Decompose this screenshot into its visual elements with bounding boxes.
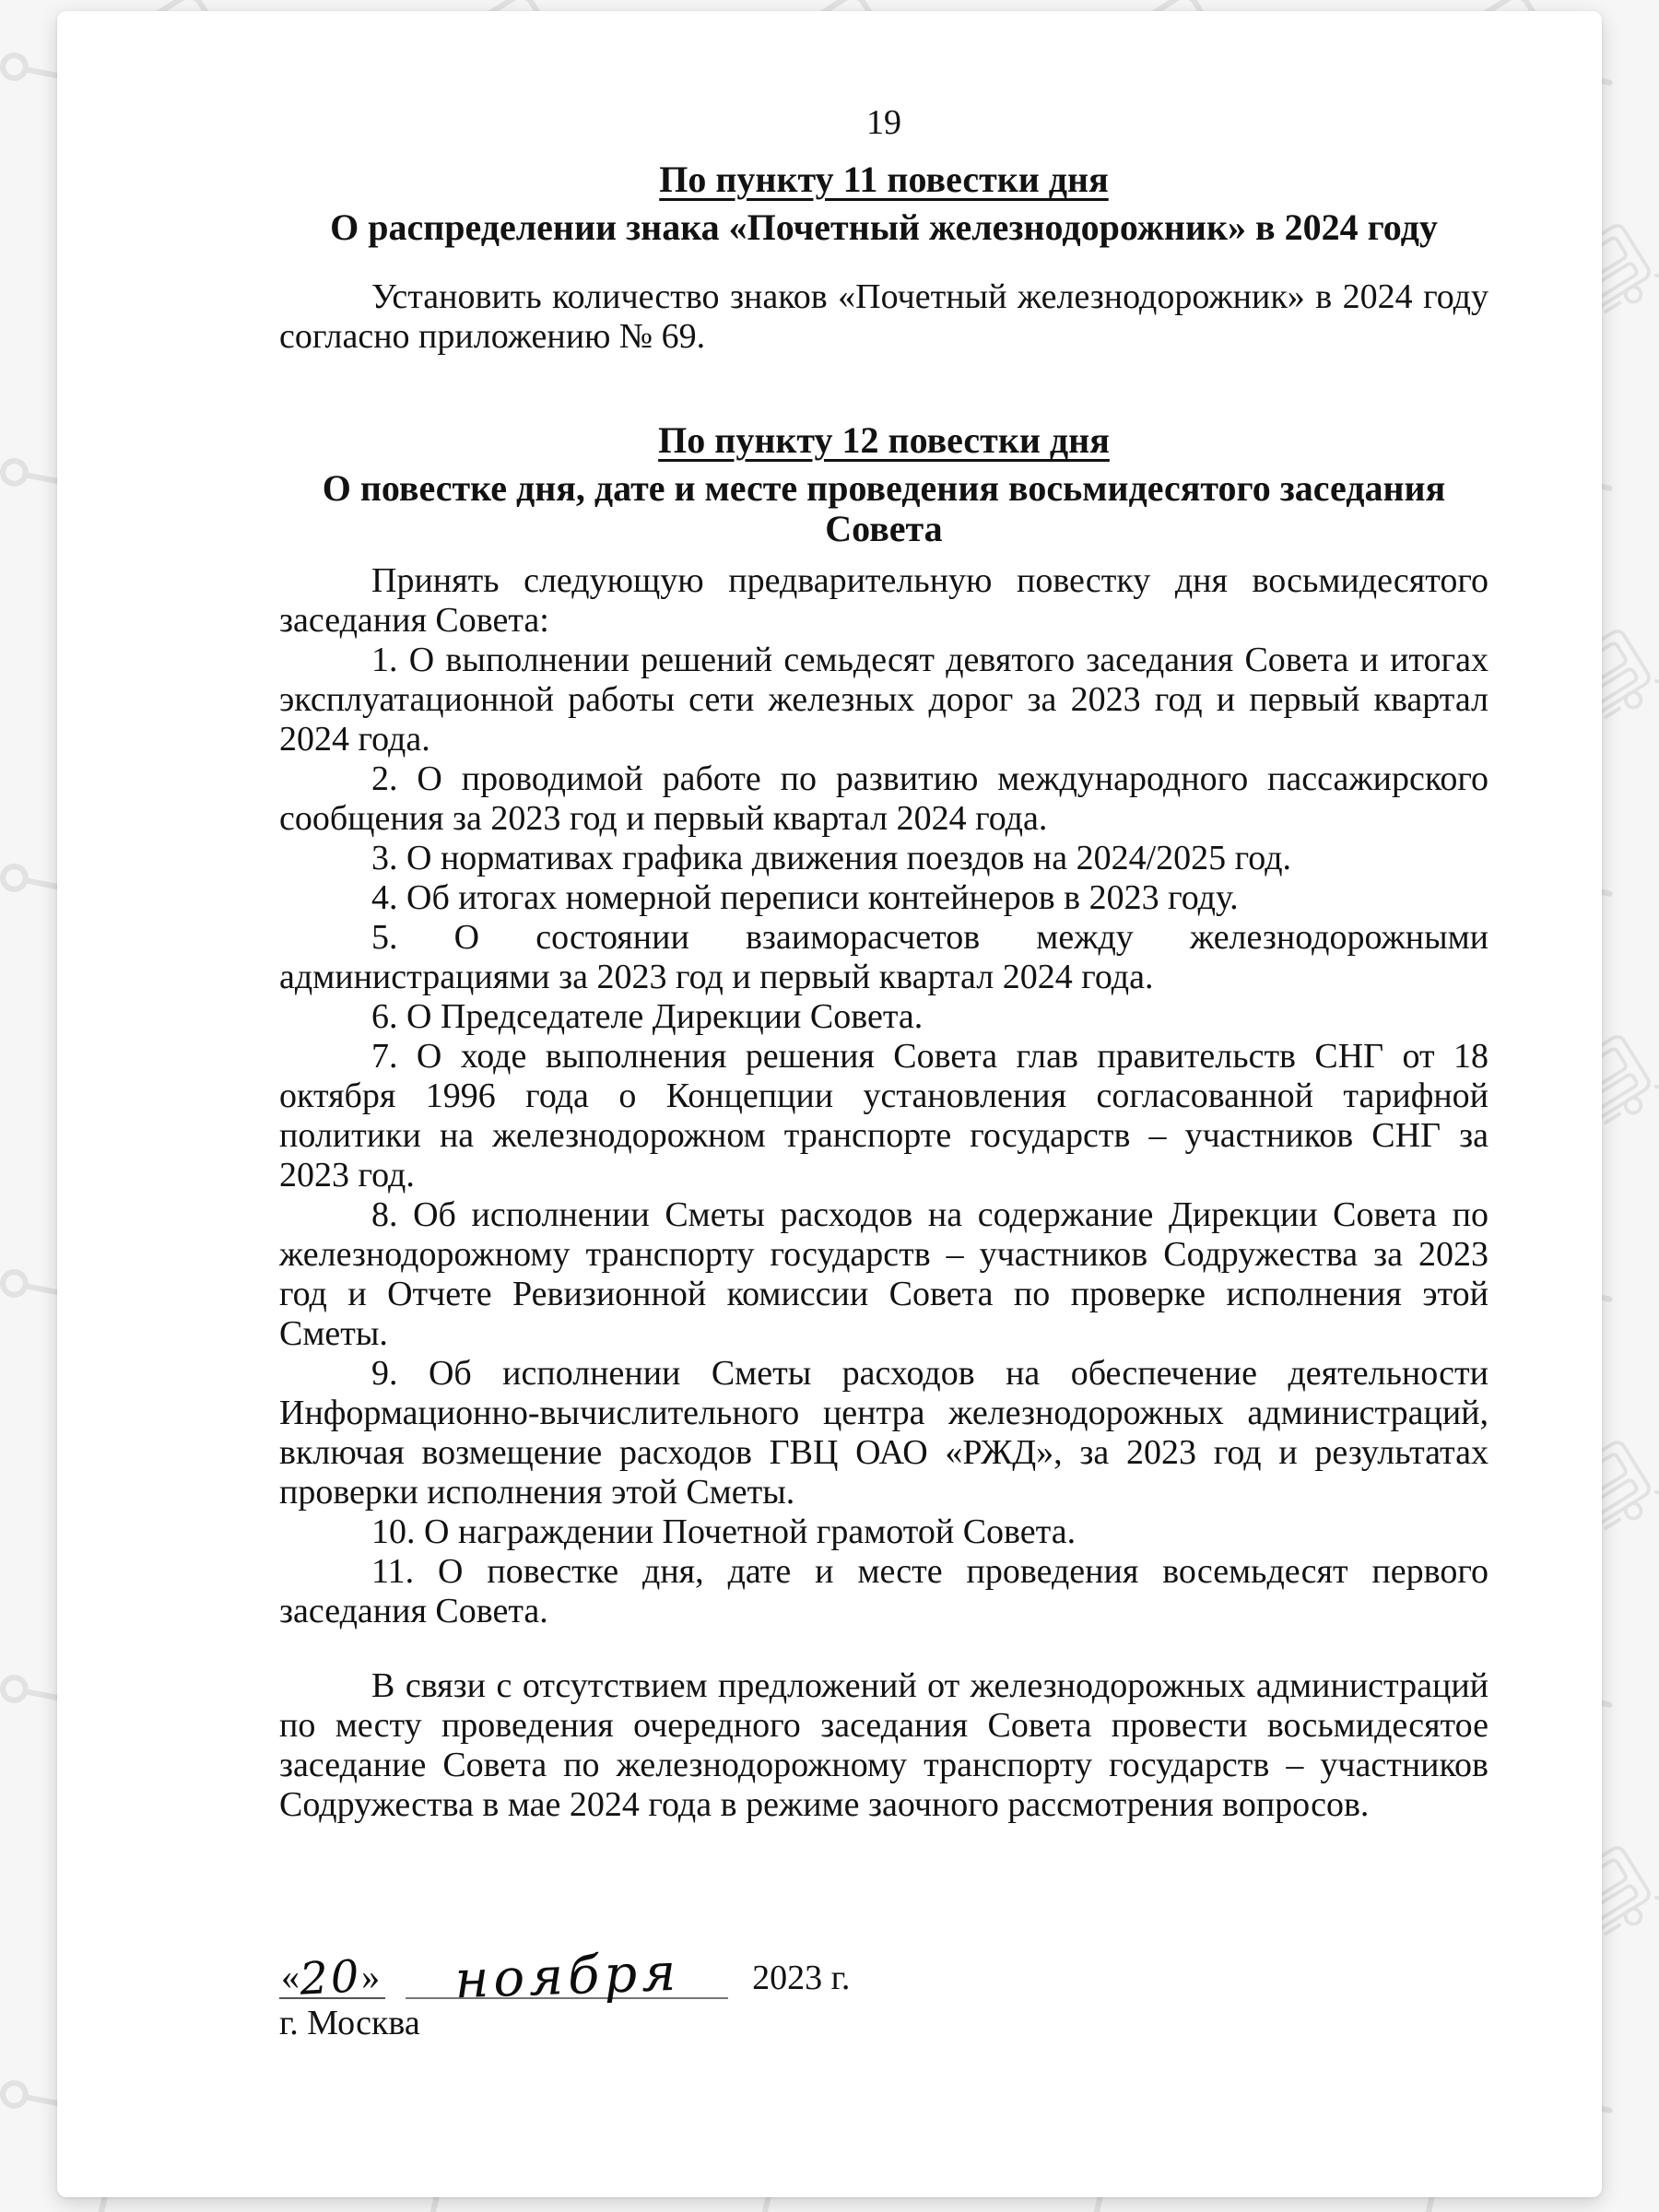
agenda-item-4: 4. Об итогах номерной переписи контейнеров в 2023 году. [371, 878, 1239, 917]
date-month-handwritten: ноября [453, 1942, 681, 2011]
agenda-item-3: 3. О нормативах графика движения поездов на 2024/2025 год. [371, 839, 1292, 877]
agenda-item-2: 2. О проводимой работе по развитию международного пассажирского сообщения за 2023 год и первый квартал 2024 года. [279, 759, 1488, 838]
section-11-subheading: О распределении знака «Почетный железнодорожник» в 2024 году [330, 206, 1438, 248]
section-12-subheading: О повестке дня, дате и месте проведения восьмидесятого заседания Совета [322, 467, 1446, 549]
document-page [57, 11, 1602, 2197]
closing-paragraph: В связи с отсутствием предложений от железнодорожных администраций по месту проведения очередного заседания Совета провести восьмидесятое заседание Совета по железнодорожному транспорту государств – участников Содружества в мае 2024 года в режиме заочного рассмотрения вопросов. [279, 1666, 1488, 1824]
agenda-item-8: 8. Об исполнении Сметы расходов на содержание Дирекции Совета по железнодорожному транспорту государств – участников Содружества за 2023 год и Отчете Ревизионной комиссии Совета по проверке исполнения этой Сметы. [279, 1195, 1488, 1353]
agenda-item-1: 1. О выполнении решений семьдесят девятого заседания Совета и итогах эксплуатационной работы сети железных дорог за 2023 год и первый квартал 2024 года. [279, 641, 1488, 759]
agenda-item-10: 10. О награждении Почетной грамотой Совета. [371, 1512, 1077, 1551]
page-number: 19 [866, 103, 901, 142]
section-12-heading: По пункту 12 повестки дня [658, 419, 1110, 461]
date-year: 2023 г. [752, 1959, 851, 1997]
document-city: г. Москва [279, 2004, 420, 2042]
section-11-paragraph: Установить количество знаков «Почетный железнодорожник» в 2024 году согласно приложению № 69. [279, 277, 1488, 356]
date-day-blank [279, 1950, 385, 2006]
close-guillemet: » [361, 1956, 381, 1997]
agenda-item-9: 9. Об исполнении Сметы расходов на обеспечение деятельности Информационно-вычислительного центра железнодорожных администраций, включая возмещение расходов ГВЦ ОАО «РЖД», за 2023 год и результатах проверки исполнения этой Сметы. [279, 1354, 1488, 1512]
document-date-line [279, 1933, 924, 2011]
agenda-item-5: 5. О состоянии взаиморасчетов между железнодорожными администрациями за 2023 год и первый квартал 2024 года. [279, 918, 1488, 996]
open-guillemet: « [281, 1956, 300, 1997]
agenda-item-7: 7. О ходе выполнения решения Совета глав правительств СНГ от 18 октября 1996 года о Концепции установления согласованной тарифной политики на железнодорожном транспорте государств – участников СНГ за 2023 год. [279, 1037, 1488, 1194]
section-12-intro-paragraph: Принять следующую предварительную повестку дня восьмидесятого заседания Совета: [279, 561, 1488, 640]
date-and-place-block [279, 1933, 924, 2043]
agenda-item-6: 6. О Председателе Дирекции Совета. [371, 997, 924, 1036]
section-11-heading: По пункту 11 повестки дня [659, 159, 1109, 200]
agenda-item-11: 11. О повестке дня, дате и месте проведения восемьдесят первого заседания Совета. [279, 1552, 1488, 1630]
date-day-handwritten: 20 [298, 1950, 363, 2006]
date-month-blank [406, 1942, 728, 2011]
document-text-column [279, 11, 1488, 1825]
